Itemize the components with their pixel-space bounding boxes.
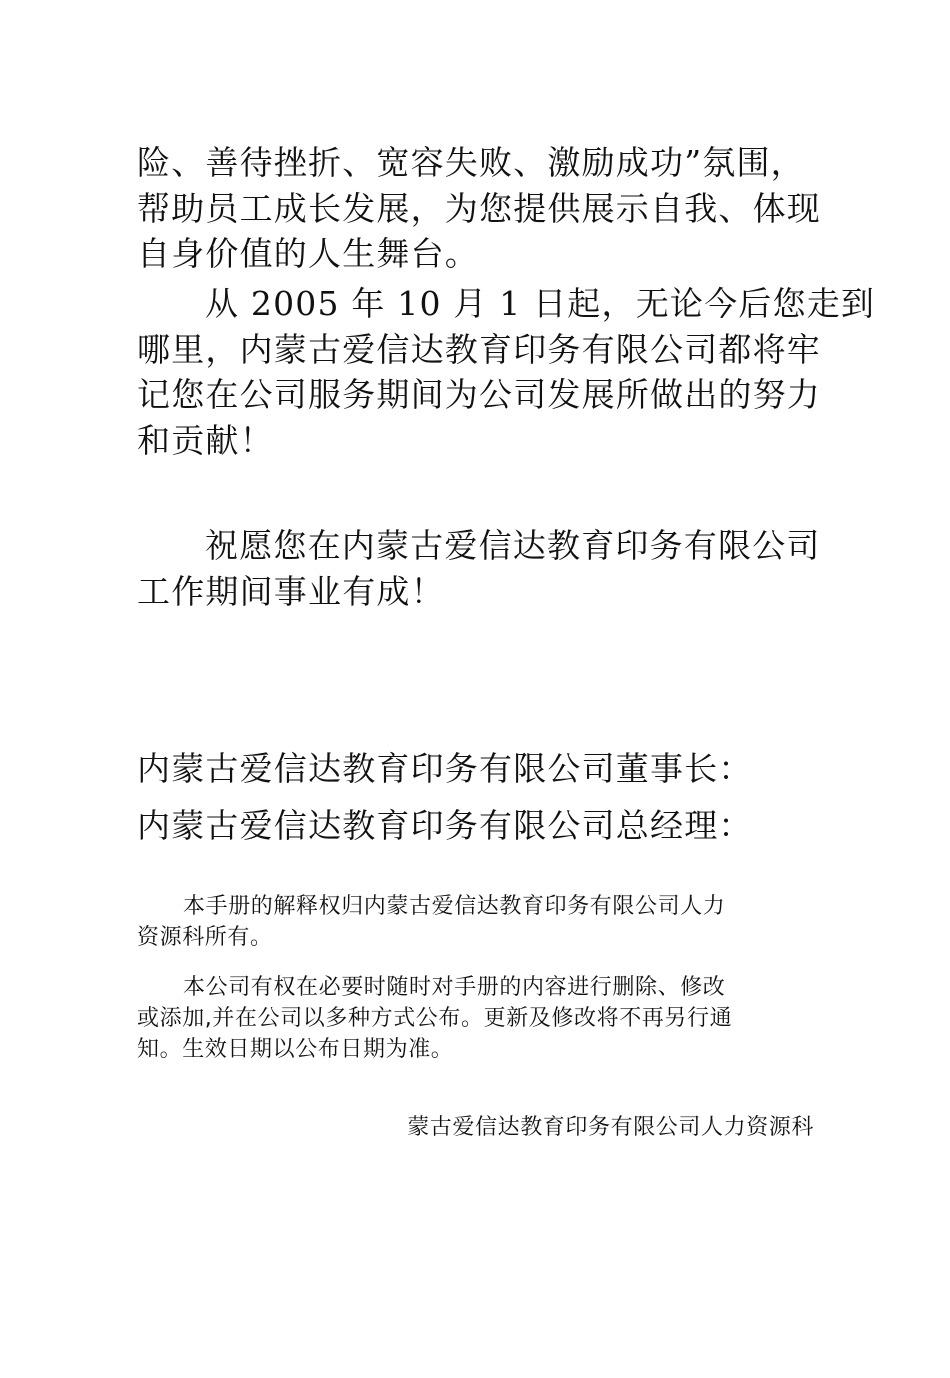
paragraph-2-line-2: 哪里，内蒙古爱信达教育印务有限公司都将牢 [137,329,821,369]
paragraph-2-line-3: 记您在公司服务期间为公司发展所做出的努力 [137,375,821,414]
paragraph-3-line-2: 工作期间事业有成！ [137,571,445,611]
paragraph-3-line-1: 祝愿您在内蒙古爱信达教育印务有限公司 [205,526,821,565]
paragraph-1-line-2: 帮助员工成长发展，为您提供展示自我、体现 [137,188,821,228]
paragraph-1-line-3: 自身价值的人生舞台。 [137,234,479,273]
paragraph-3 [137,523,821,614]
paragraph-2-line-4: 和贡献！ [137,420,274,460]
issuer-department: 蒙古爱信达教育印务有限公司人力资源科 [407,1115,814,1140]
paragraph-1-line-1: 险、善待挫折、宽容失败、激励成功”氛围， [137,143,805,182]
paragraph-2 [137,281,876,463]
notice-2-line-3: 知。生效日期以公布日期为准。 [137,1037,454,1062]
general-manager-signature-line: 内蒙古爱信达教育印务有限公司总经理： [137,806,753,845]
chairman-signature-line: 内蒙古爱信达教育印务有限公司董事长： [137,749,753,788]
signature-block [137,740,815,854]
notice-1-line-2: 资源科所有。 [137,925,273,950]
paragraph-1 [137,140,821,277]
notice-1 [137,891,815,953]
notice-2-line-2: 或添加,并在公司以多种方式公布。更新及修改将不再另行通 [137,1006,733,1031]
paragraph-2-line-1: 从 2005 年 10 月 1 日起，无论今后您走到 [205,284,876,323]
notice-2 [137,972,815,1065]
notice-2-line-1: 本公司有权在必要时随时对手册的内容进行删除、修改 [183,975,726,1000]
notice-1-line-1: 本手册的解释权归内蒙古爱信达教育印务有限公司人力 [183,894,726,919]
